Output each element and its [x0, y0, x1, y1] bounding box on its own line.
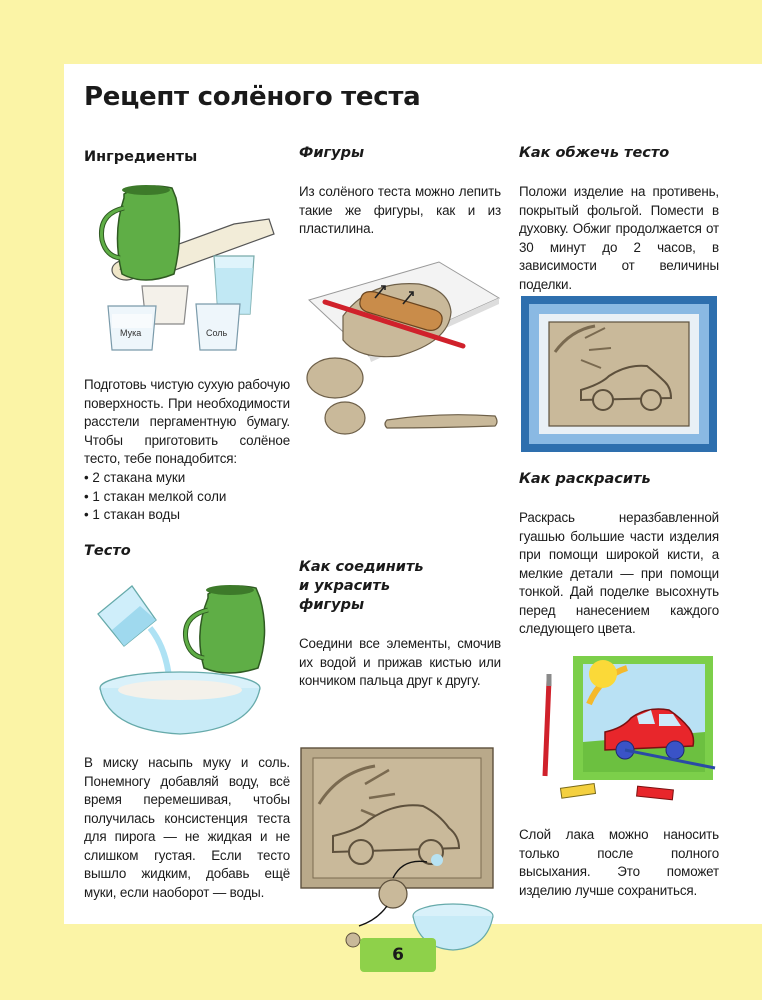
join-text: Соедини все элементы, смочив их водой и прижав кистью или кончиком пальца друг к другу.: [299, 636, 501, 688]
figures-heading: Фигуры: [299, 145, 365, 161]
bake-illustration: [519, 294, 719, 454]
figures-illustration: [299, 260, 501, 470]
dough-text: В миску насыпь муку и соль. Понемногу добавляй воду, всё время перемешивая, чтобы получилась консистенция теста для пирога — не жидкая и не слишком густая. Если тесто вышло жидким, добавь ещё муки, если наоборот — воды.: [84, 755, 290, 900]
ingredients-heading: Ингредиенты: [84, 149, 198, 165]
join-illustration: [299, 744, 501, 956]
join-heading-line3: фигуры: [299, 597, 365, 613]
figures-text: Из солёного теста можно лепить такие же фигуры, как и из пластилина.: [299, 184, 501, 236]
paint-text2: Слой лака можно наносить только после полного высыхания. Это поможет изделию лучше сохраниться.: [519, 827, 719, 898]
paint-text: Раскрась неразбавленной гуашью большие части изделия при помощи широкой кисти, а мелкие детали — при помощи тонкой. Дай поделке высохнуть перед нанесением каждого следующего цвета.: [519, 510, 719, 636]
bake-text: Положи изделие на противень, покрытый фольгой. Помести в духовку. Обжиг продолжается от 30 минут до 2 часов, в зависимости от величины поделки.: [519, 184, 719, 292]
page-title: Рецепт солёного теста: [84, 82, 421, 112]
dough-illustration: [84, 570, 290, 738]
page-number: 6: [360, 938, 436, 972]
ingredients-illustration: [84, 174, 290, 354]
dough-heading: Тесто: [84, 543, 131, 559]
paint-heading: Как раскрасить: [519, 471, 651, 487]
paint-illustration: [519, 652, 719, 812]
list-item: • 2 стакана муки: [84, 469, 226, 488]
flour-jar-label: Мука: [120, 328, 142, 338]
ingredients-list: [84, 469, 226, 525]
join-heading-line2: и украсить: [299, 578, 390, 594]
page-content: [64, 64, 762, 924]
ingredients-text: Подготовь чистую сухую рабочую поверхность. При необходимости расстели пергаментную бумагу. Чтобы приготовить солёное тесто, тебе понадобится:: [84, 377, 290, 466]
salt-jar-label: Соль: [206, 328, 228, 338]
join-heading-line1: Как соединить: [299, 559, 424, 575]
list-item: • 1 стакан воды: [84, 506, 226, 525]
bake-heading: Как обжечь тесто: [519, 145, 670, 161]
list-item: • 1 стакан мелкой соли: [84, 488, 226, 507]
